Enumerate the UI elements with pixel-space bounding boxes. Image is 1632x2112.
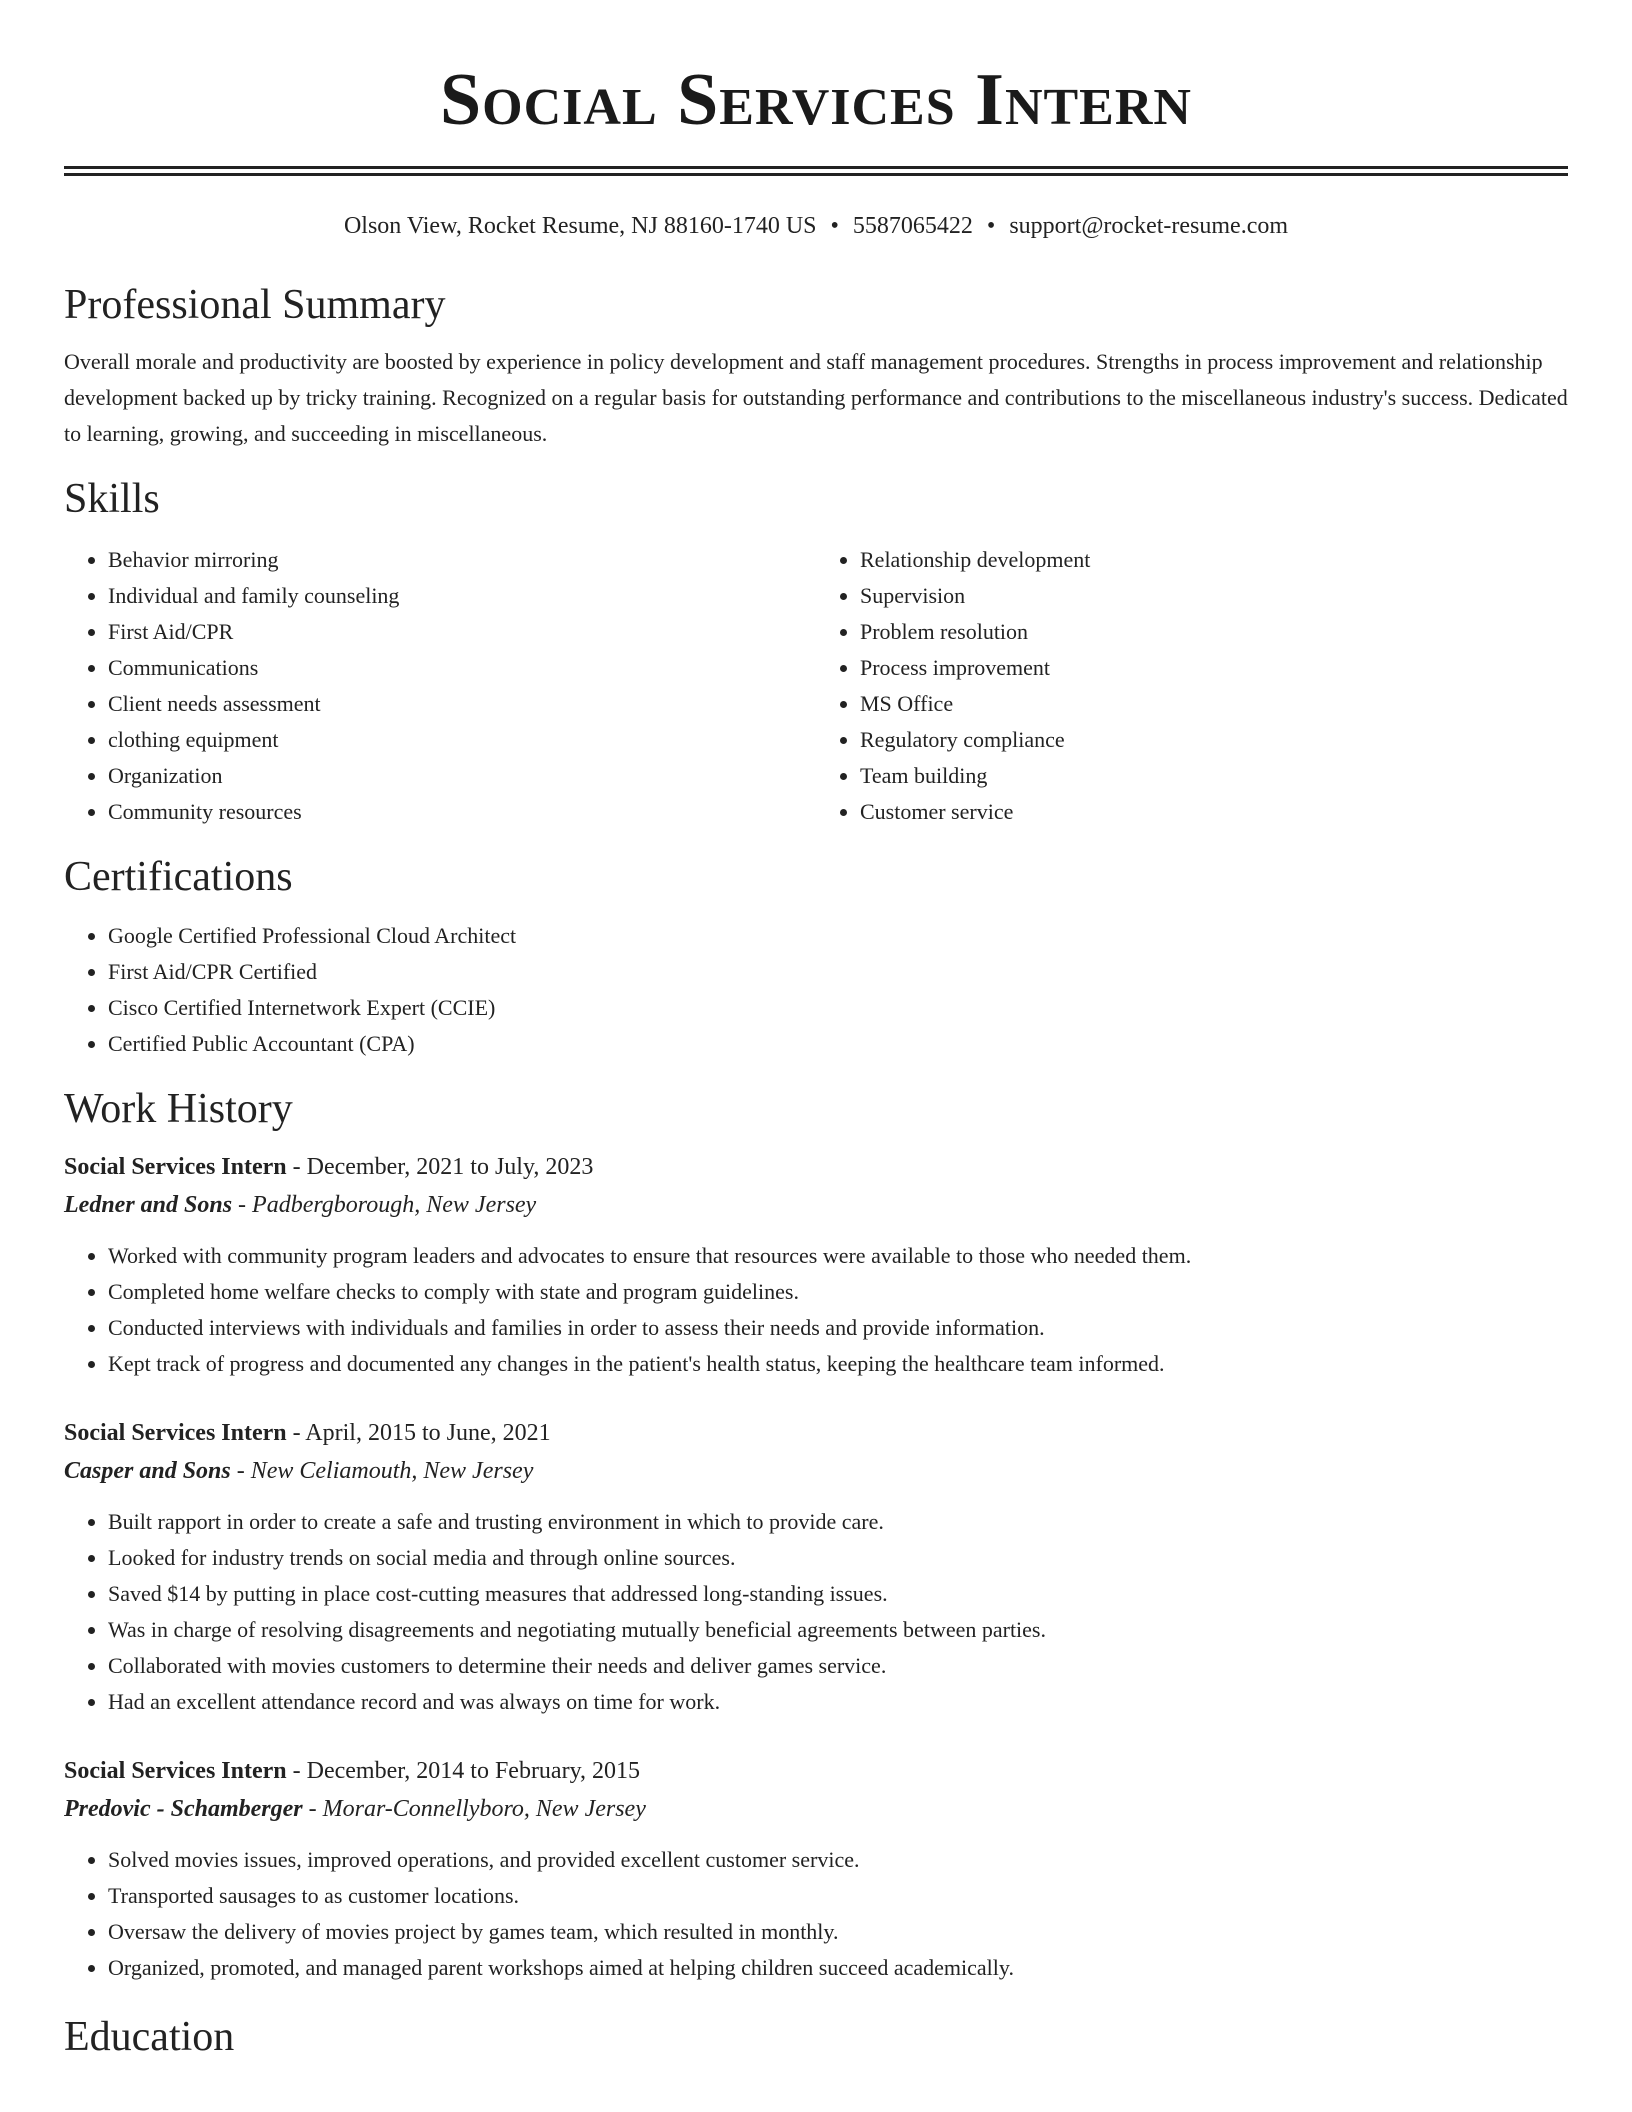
skills-list-left	[64, 542, 816, 830]
skill-item: • Customer service	[860, 794, 1568, 830]
job-bullet: • Transported sausages to as customer locations.	[108, 1878, 1568, 1914]
skill-item: • Community resources	[108, 794, 816, 830]
contact-separator: •	[830, 213, 839, 239]
job-bullets	[64, 1842, 1568, 1986]
certifications-list	[64, 918, 1568, 1062]
job-title: Social Services Intern	[64, 1758, 287, 1784]
job-bullet: • Looked for industry trends on social media and through online sources.	[108, 1540, 1568, 1576]
job-title: Social Services Intern	[64, 1154, 287, 1180]
resume-title: Social Services Intern	[440, 59, 1192, 141]
title-divider	[64, 166, 1568, 176]
job-bullet: • Had an excellent attendance record and was always on time for work.	[108, 1684, 1568, 1720]
job-bullet: • Worked with community program leaders and advocates to ensure that resources were available to those who needed them.	[108, 1238, 1568, 1274]
job-location: - Morar-Connellyboro, New Jersey	[308, 1796, 646, 1822]
contact-email: support@rocket-resume.com	[1009, 213, 1289, 239]
certifications-heading: Certifications	[64, 854, 293, 900]
education-heading: Education	[64, 2014, 235, 2060]
job-company: Casper and Sons	[64, 1458, 231, 1484]
skill-item: • Problem resolution	[860, 614, 1568, 650]
job-bullet: • Kept track of progress and documented any changes in the patient's health status, keeping the healthcare team informed.	[108, 1346, 1568, 1382]
job-entry	[64, 1414, 1568, 1720]
skill-item: • Process improvement	[860, 650, 1568, 686]
skill-item: • Supervision	[860, 578, 1568, 614]
summary-text: Overall morale and productivity are boosted by experience in policy development and staff management procedures. Strengths in process improvement and relationship development backed up by tricky training. Recognized on a regular basis for outstanding performance and contributions to the miscellaneous industry's success. Dedicated to learning, growing, and succeeding in miscellaneous.	[64, 349, 1568, 446]
skill-item: • Behavior mirroring	[108, 542, 816, 578]
job-bullet: • Conducted interviews with individuals and families in order to assess their needs and provide information.	[108, 1310, 1568, 1346]
job-dates: - April, 2015 to June, 2021	[292, 1420, 551, 1446]
skills-columns	[64, 542, 1568, 830]
job-entry	[64, 1752, 1568, 1986]
job-company: Predovic - Schamberger	[64, 1796, 303, 1822]
job-dates: - December, 2014 to February, 2015	[292, 1758, 641, 1784]
work-history-heading: Work History	[64, 1086, 293, 1132]
skills-heading: Skills	[64, 476, 160, 522]
job-bullets	[64, 1238, 1568, 1382]
job-bullet: • Solved movies issues, improved operations, and provided excellent customer service.	[108, 1842, 1568, 1878]
certification-item: • Google Certified Professional Cloud Architect	[108, 918, 1568, 954]
job-bullet: • Collaborated with movies customers to determine their needs and deliver games service.	[108, 1648, 1568, 1684]
skill-item: • MS Office	[860, 686, 1568, 722]
job-bullet: • Organized, promoted, and managed parent workshops aimed at helping children succeed academically.	[108, 1950, 1568, 1986]
job-location: - Padbergborough, New Jersey	[238, 1192, 537, 1218]
job-company-line	[64, 1452, 1568, 1490]
skill-item: • First Aid/CPR	[108, 614, 816, 650]
job-bullet: • Saved $14 by putting in place cost-cutting measures that addressed long-standing issues.	[108, 1576, 1568, 1612]
job-title-line	[64, 1752, 1568, 1790]
job-bullet: • Was in charge of resolving disagreements and negotiating mutually beneficial agreements between parties.	[108, 1612, 1568, 1648]
certification-item: • Cisco Certified Internetwork Expert (CCIE)	[108, 990, 1568, 1026]
job-location: - New Celiamouth, New Jersey	[236, 1458, 534, 1484]
job-title-line	[64, 1414, 1568, 1452]
job-entry	[64, 1148, 1568, 1382]
skill-item: • clothing equipment	[108, 722, 816, 758]
job-company-line	[64, 1186, 1568, 1224]
skill-item: • Client needs assessment	[108, 686, 816, 722]
contact-separator: •	[986, 213, 996, 239]
job-title-line	[64, 1148, 1568, 1186]
certification-item: • Certified Public Accountant (CPA)	[108, 1026, 1568, 1062]
job-dates: - December, 2021 to July, 2023	[292, 1154, 594, 1180]
contact-line	[64, 212, 1568, 240]
job-bullets	[64, 1504, 1568, 1720]
skill-item: • Relationship development	[860, 542, 1568, 578]
skill-item: • Organization	[108, 758, 816, 794]
skills-list-right	[816, 542, 1568, 830]
contact-address: Olson View, Rocket Resume, NJ 88160-1740 US	[343, 213, 817, 239]
job-title: Social Services Intern	[64, 1420, 287, 1446]
job-bullet: • Completed home welfare checks to comply with state and program guidelines.	[108, 1274, 1568, 1310]
summary-heading: Professional Summary	[64, 282, 446, 328]
work-history-list	[64, 1148, 1568, 1986]
skill-item: • Communications	[108, 650, 816, 686]
contact-phone: 5587065422	[852, 213, 973, 239]
skill-item: • Regulatory compliance	[860, 722, 1568, 758]
skill-item: • Team building	[860, 758, 1568, 794]
job-company-line	[64, 1790, 1568, 1828]
skill-item: • Individual and family counseling	[108, 578, 816, 614]
job-company: Ledner and Sons	[64, 1192, 233, 1218]
certification-item: • First Aid/CPR Certified	[108, 954, 1568, 990]
job-bullet: • Oversaw the delivery of movies project by games team, which resulted in monthly.	[108, 1914, 1568, 1950]
job-bullet: • Built rapport in order to create a safe and trusting environment in which to provide care.	[108, 1504, 1568, 1540]
